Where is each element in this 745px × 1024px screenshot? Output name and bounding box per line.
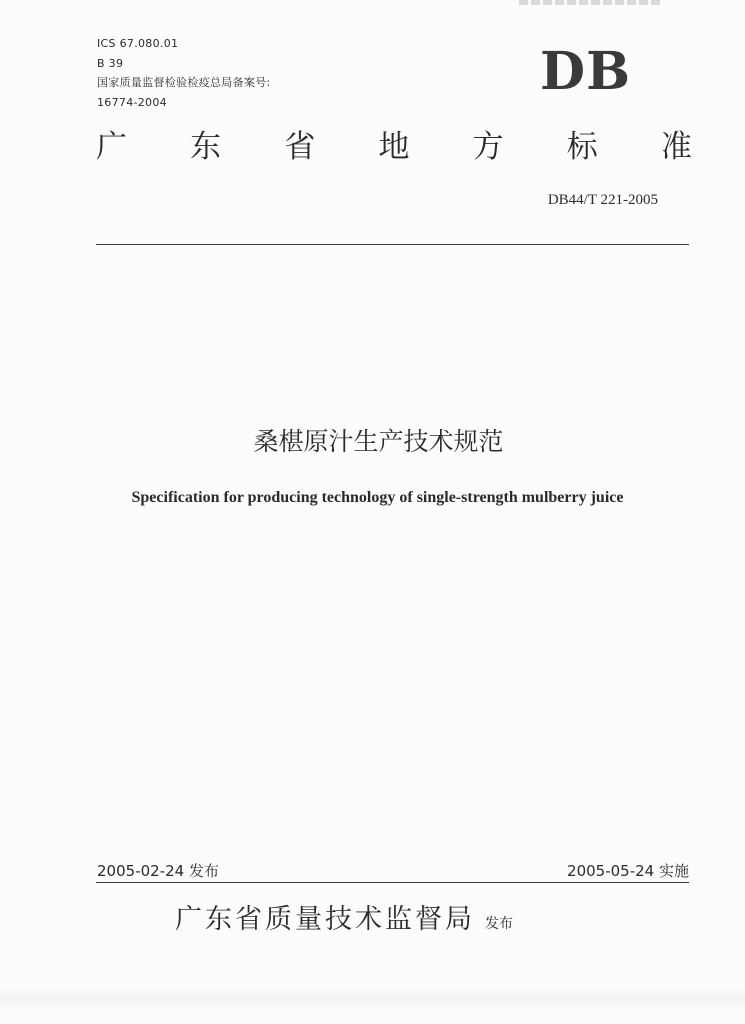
standard-type-char: 准 xyxy=(660,129,692,165)
issue-action: 发布 xyxy=(485,916,513,932)
ccs-code: B 39 xyxy=(97,56,124,70)
classification-block xyxy=(97,34,271,112)
ics-code: ICS 67.080.01 xyxy=(97,37,179,50)
issuer-line xyxy=(175,900,513,940)
header-divider xyxy=(96,244,689,245)
db-logo: DB xyxy=(540,41,632,102)
filing-number: 16774-2004 xyxy=(97,95,167,109)
filing-label: 国家质量监督检验检疫总局备案号: xyxy=(97,76,271,89)
document-title-english: Specification for producing technology of single-strength mulberry juice xyxy=(131,489,624,506)
issuing-organization: 广东省质量技术监督局 xyxy=(175,904,475,935)
issue-date: 2005-02-24 发布 xyxy=(97,862,219,880)
standard-type-char: 广 xyxy=(96,129,127,165)
scan-shadow xyxy=(0,986,745,1010)
standard-type-char: 方 xyxy=(472,129,504,165)
standard-type-char: 省 xyxy=(284,129,316,165)
document-title-chinese: 桑椹原汁生产技术规范 xyxy=(253,427,504,456)
standard-number: DB44/T 221-2005 xyxy=(547,192,658,208)
standard-type-char: 地 xyxy=(378,129,410,165)
implementation-date: 2005-05-24 实施 xyxy=(567,862,689,880)
scan-header-mark xyxy=(519,0,661,5)
standard-type-char: 标 xyxy=(566,129,598,165)
standard-type-heading xyxy=(96,124,692,170)
footer-divider xyxy=(96,882,689,883)
standard-type-char: 东 xyxy=(190,129,222,165)
